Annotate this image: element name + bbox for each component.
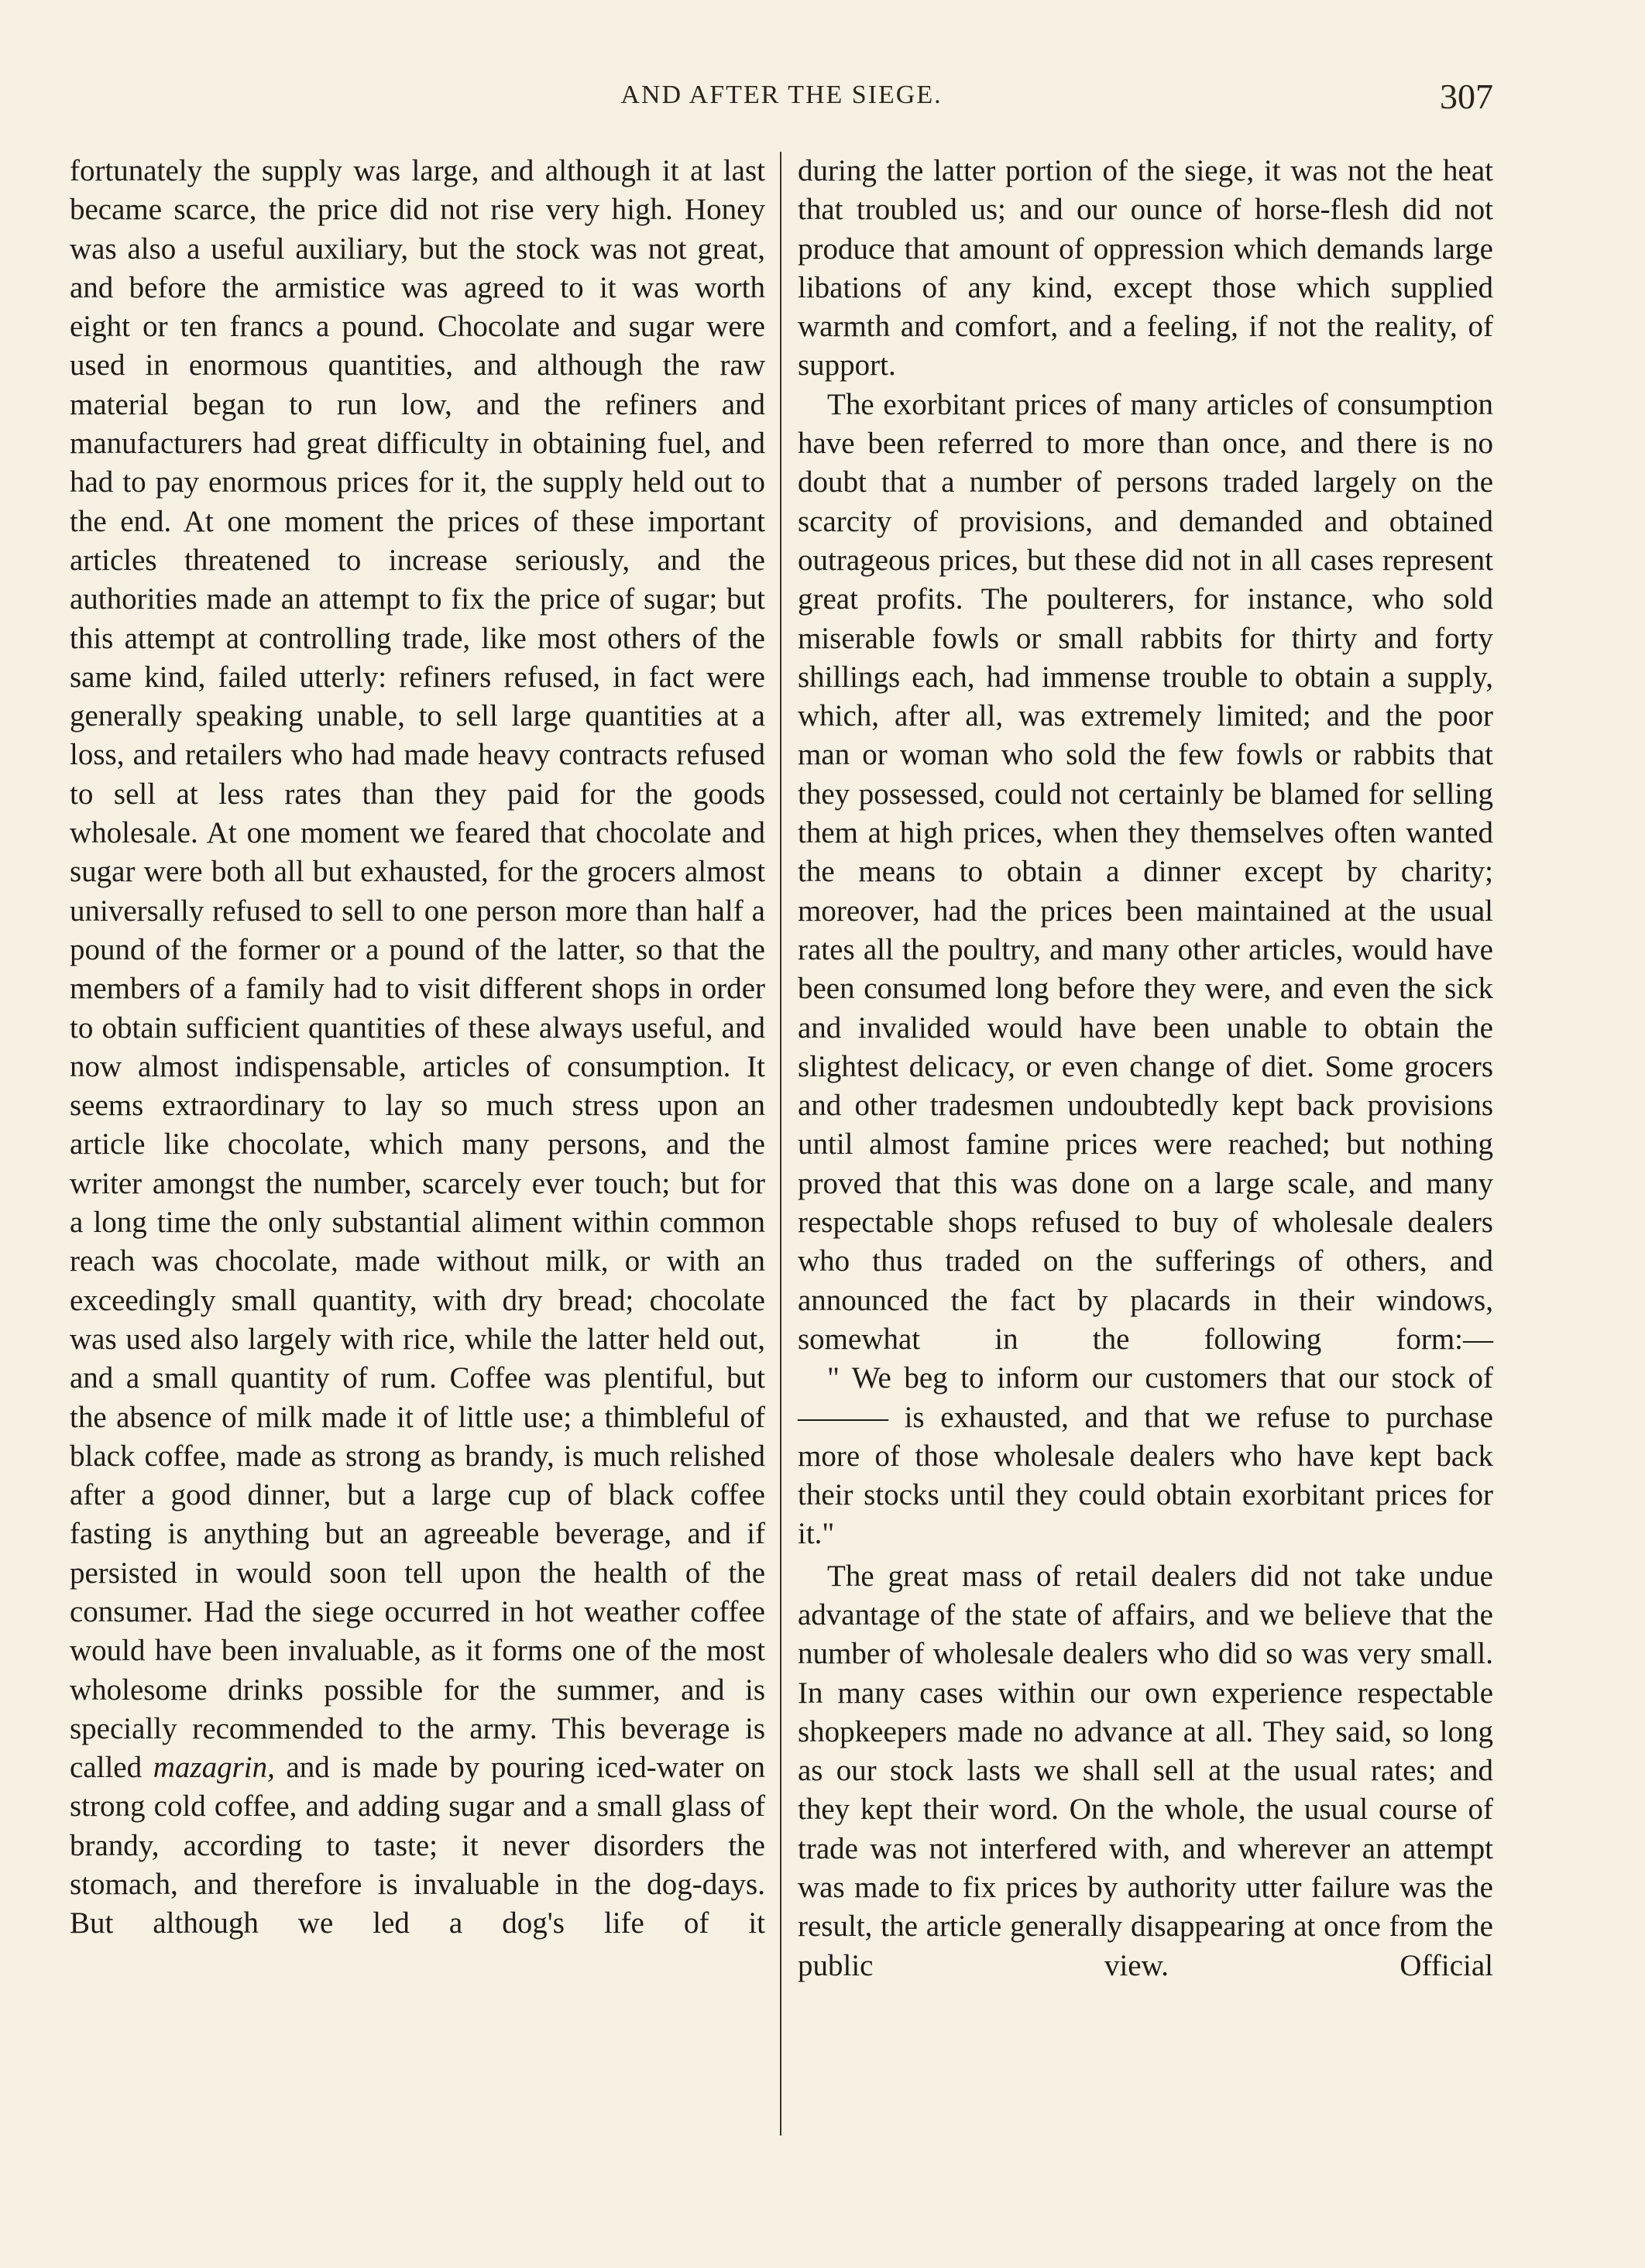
left-column-text: [70, 152, 765, 1944]
right-paragraph-2: The exorbitant prices of many articles of consumption have been referred to more than once, and there is no doubt that a number of persons traded largely on the scarcity of provisions, and demanded and obtained outrageous prices, but these did not in all cases represent great profits. The poulterers, for instance, who sold miserable fowls or small rabbits for thirty and forty shillings each, had immense trouble to obtain a supply, which, after all, was extremely limited; and the poor man or woman who sold the few fowls or rabbits that they possessed, could not certainly be blamed for selling them at high prices, when they themselves often wanted the means to obtain a dinner except by charity; moreover, had the prices been maintained at the usual rates all the poultry, and many other articles, would have been consumed long before they were, and even the sick and invalided would have been unable to obtain the slightest delicacy, or even change of diet. Some grocers and other tradesmen undoubtedly kept back provisions until almost famine prices were reached; but nothing proved that this was done on a large scale, and many respectable shops refused to buy of wholesale dealers who thus traded on the sufferings of others, and announced the fact by placards in their windows, somewhat in the following form:—: [798, 387, 1493, 1356]
italic-term: mazagrin,: [153, 1751, 275, 1785]
right-paragraph-1: during the latter portion of the siege, it was not the heat that troubled us; and our ounce of horse-flesh did not produce that amount of oppression which demands large libations of any kind, except those which supplied warmth and comfort, and a feeling, if not the reality, of support.: [798, 154, 1493, 383]
left-column-part2: and is made by pouring iced-water on strong cold coffee, and adding sugar and a small glass of brandy, according to taste; it never disorders the stomach, and therefore is invaluable in the dog-days. But although we led a dog's life of it: [70, 1751, 765, 1940]
column-divider: [780, 152, 781, 2136]
right-quote: " We beg to inform our customers that our stock of ——— is exhausted, and that we refuse to purchase more of those wholesale dealers who have kept back their stocks until they could obtain exorbitant prices for it.": [798, 1361, 1493, 1551]
right-column-text: [798, 152, 1493, 1985]
left-column-part1: fortunately the supply was large, and although it at last became scarce, the price did not rise very high. Honey was also a useful auxiliary, but the stock was not great, and before the armistice was agreed to it was worth eight or ten francs a pound. Chocolate and sugar were used in enormous quantities, and although the raw material began to run low, and the refiners and manufacturers had great difficulty in obtaining fuel, and had to pay enormous prices for it, the supply held out to the end. At one moment the prices of these important articles threatened to increase seriously, and the authorities made an attempt to fix the price of sugar; but this attempt at controlling trade, like most others of the same kind, failed utterly: refiners refused, in fact were generally speaking unable, to sell large quantities at a loss, and retailers who had made heavy contracts refused to sell at less rates than they paid for the goods wholesale. At one moment we feared that chocolate and sugar were both all but exhausted, for the grocers almost universally refused to sell to one person more than half a pound of the former or a pound of the latter, so that the members of a family had to visit different shops in order to obtain sufficient quantities of these always useful, and now almost indispensable, articles of consumption. It seems extraordinary to lay so much stress upon an article like chocolate, which many persons, and the writer amongst the number, scarcely ever touch; but for a long time the only substantial aliment within common reach was chocolate, made without milk, or with an exceedingly small quantity, with dry bread; chocolate was used also largely with rice, while the latter held out, and a small quantity of rum. Coffee was plentiful, but the absence of milk made it of little use; a thimbleful of black coffee, made as strong as brandy, is much relished after a good dinner, but a large cup of black coffee fasting is anything but an agreeable beverage, and if persisted in would soon tell upon the health of the consumer. Had the siege occurred in hot weather coffee would have been invaluable, as it forms one of the most wholesome drinks possible for the summer, and is specially recommended to the army. This beverage is called: [70, 154, 765, 1785]
page-number: 307: [1440, 77, 1493, 116]
running-head-title: AND AFTER THE SIEGE.: [620, 81, 943, 109]
right-paragraph-3: The great mass of retail dealers did not take undue advantage of the state of affairs, and we believe that the number of wholesale dealers who did so was very small. In many cases within our own experience respectable shopkeepers made no advance at all. They said, so long as our stock lasts we shall sell at the usual rates; and they kept their word. On the whole, the usual course of trade was not interfered with, and wherever an attempt was made to fix prices by authority utter failure was the result, the article generally disappearing at once from the public view. Official: [798, 1559, 1493, 1982]
running-head: [70, 77, 1493, 127]
